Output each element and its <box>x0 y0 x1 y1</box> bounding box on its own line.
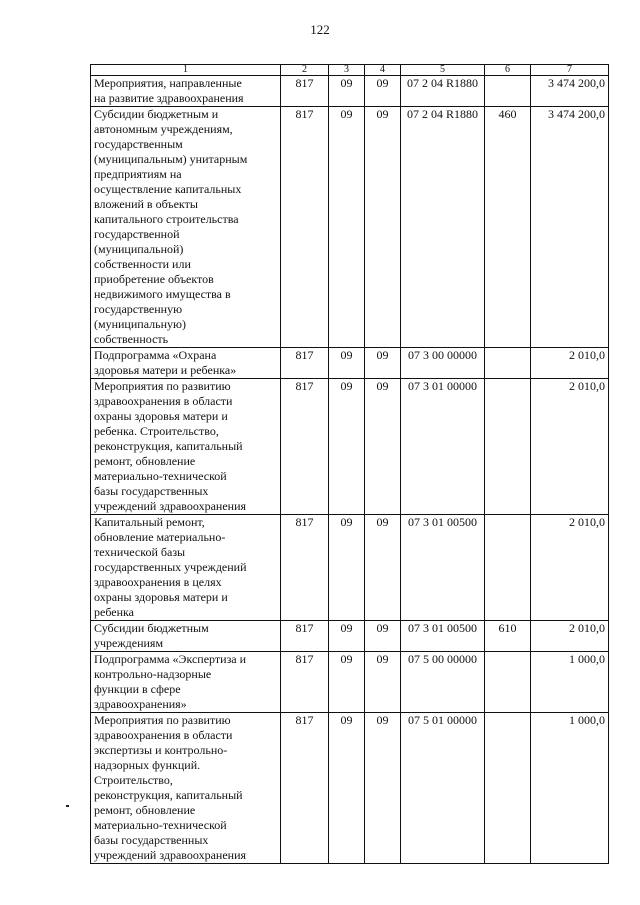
row-name: Мероприятия по развитию здравоохранения в области экспертизы и контрольно- надзорных функций. Строительство, реконструкция, капитальный ремонт, обновление материально-технической базы государственных учреждений здравоохранения <box>91 713 281 864</box>
header-row <box>91 65 609 76</box>
budget-table <box>90 64 609 864</box>
row-section: 09 <box>329 107 365 348</box>
scan-speck <box>66 805 69 807</box>
row-subsection: 09 <box>365 515 401 621</box>
row-expense-type <box>485 379 531 515</box>
page-number: 122 <box>310 22 330 37</box>
row-target: 07 3 01 00500 <box>401 621 485 652</box>
row-expense-type <box>485 713 531 864</box>
header-col-6: 6 <box>485 65 531 76</box>
header-col-3: 3 <box>329 65 365 76</box>
row-target: 07 2 04 R1880 <box>401 76 485 107</box>
row-amount: 3 474 200,0 <box>531 76 609 107</box>
header-col-4: 4 <box>365 65 401 76</box>
row-section: 09 <box>329 652 365 713</box>
header-col-1: 1 <box>91 65 281 76</box>
row-target: 07 3 01 00500 <box>401 515 485 621</box>
row-name: Капитальный ремонт, обновление материально- технической базы государственных учреждений здравоохранения в целях охраны здоровья матери и ребенка <box>91 515 281 621</box>
row-ministry: 817 <box>281 652 329 713</box>
row-target: 07 5 00 00000 <box>401 652 485 713</box>
row-subsection: 09 <box>365 348 401 379</box>
row-amount: 1 000,0 <box>531 713 609 864</box>
header-col-2: 2 <box>281 65 329 76</box>
row-subsection: 09 <box>365 107 401 348</box>
row-name: Мероприятия, направленные на развитие здравоохранения <box>91 76 281 107</box>
row-amount: 2 010,0 <box>531 379 609 515</box>
row-expense-type: 460 <box>485 107 531 348</box>
table-row <box>91 76 609 107</box>
row-subsection: 09 <box>365 713 401 864</box>
row-amount: 3 474 200,0 <box>531 107 609 348</box>
row-amount: 1 000,0 <box>531 652 609 713</box>
row-expense-type: 610 <box>485 621 531 652</box>
row-target: 07 2 04 R1880 <box>401 107 485 348</box>
row-name: Подпрограмма «Охрана здоровья матери и ребенка» <box>91 348 281 379</box>
row-section: 09 <box>329 379 365 515</box>
row-expense-type <box>485 348 531 379</box>
row-name: Мероприятия по развитию здравоохранения в области охраны здоровья матери и ребенка. Строительство, реконструкция, капитальный ремонт, обновление материально-технической базы государственных учреждений здравоохранения <box>91 379 281 515</box>
row-subsection: 09 <box>365 76 401 107</box>
row-ministry: 817 <box>281 107 329 348</box>
row-ministry: 817 <box>281 713 329 864</box>
row-section: 09 <box>329 76 365 107</box>
row-name: Субсидии бюджетным учреждениям <box>91 621 281 652</box>
table-row <box>91 652 609 713</box>
row-section: 09 <box>329 515 365 621</box>
row-subsection: 09 <box>365 621 401 652</box>
table-row <box>91 515 609 621</box>
row-target: 07 5 01 00000 <box>401 713 485 864</box>
row-target: 07 3 00 00000 <box>401 348 485 379</box>
row-ministry: 817 <box>281 348 329 379</box>
row-ministry: 817 <box>281 621 329 652</box>
row-ministry: 817 <box>281 515 329 621</box>
row-subsection: 09 <box>365 652 401 713</box>
table-row <box>91 713 609 864</box>
row-ministry: 817 <box>281 379 329 515</box>
table-row <box>91 107 609 348</box>
row-section: 09 <box>329 713 365 864</box>
row-ministry: 817 <box>281 76 329 107</box>
row-expense-type <box>485 652 531 713</box>
row-amount: 2 010,0 <box>531 515 609 621</box>
header-col-7: 7 <box>531 65 609 76</box>
row-expense-type <box>485 76 531 107</box>
row-name: Субсидии бюджетным и автономным учреждениям, государственным (муниципальным) унитарным предприятиям на осуществление капитальных вложений в объекты капитального строительства государственной (муниципальной) собственности или приобретение объектов недвижимого имущества в государственную (муниципальную) собственность <box>91 107 281 348</box>
row-amount: 2 010,0 <box>531 348 609 379</box>
row-expense-type <box>485 515 531 621</box>
row-name: Подпрограмма «Экспертиза и контрольно-надзорные функции в сфере здравоохранения» <box>91 652 281 713</box>
row-section: 09 <box>329 621 365 652</box>
row-section: 09 <box>329 348 365 379</box>
row-amount: 2 010,0 <box>531 621 609 652</box>
row-subsection: 09 <box>365 379 401 515</box>
table-row <box>91 379 609 515</box>
row-target: 07 3 01 00000 <box>401 379 485 515</box>
table-row <box>91 621 609 652</box>
header-col-5: 5 <box>401 65 485 76</box>
table-row <box>91 348 609 379</box>
